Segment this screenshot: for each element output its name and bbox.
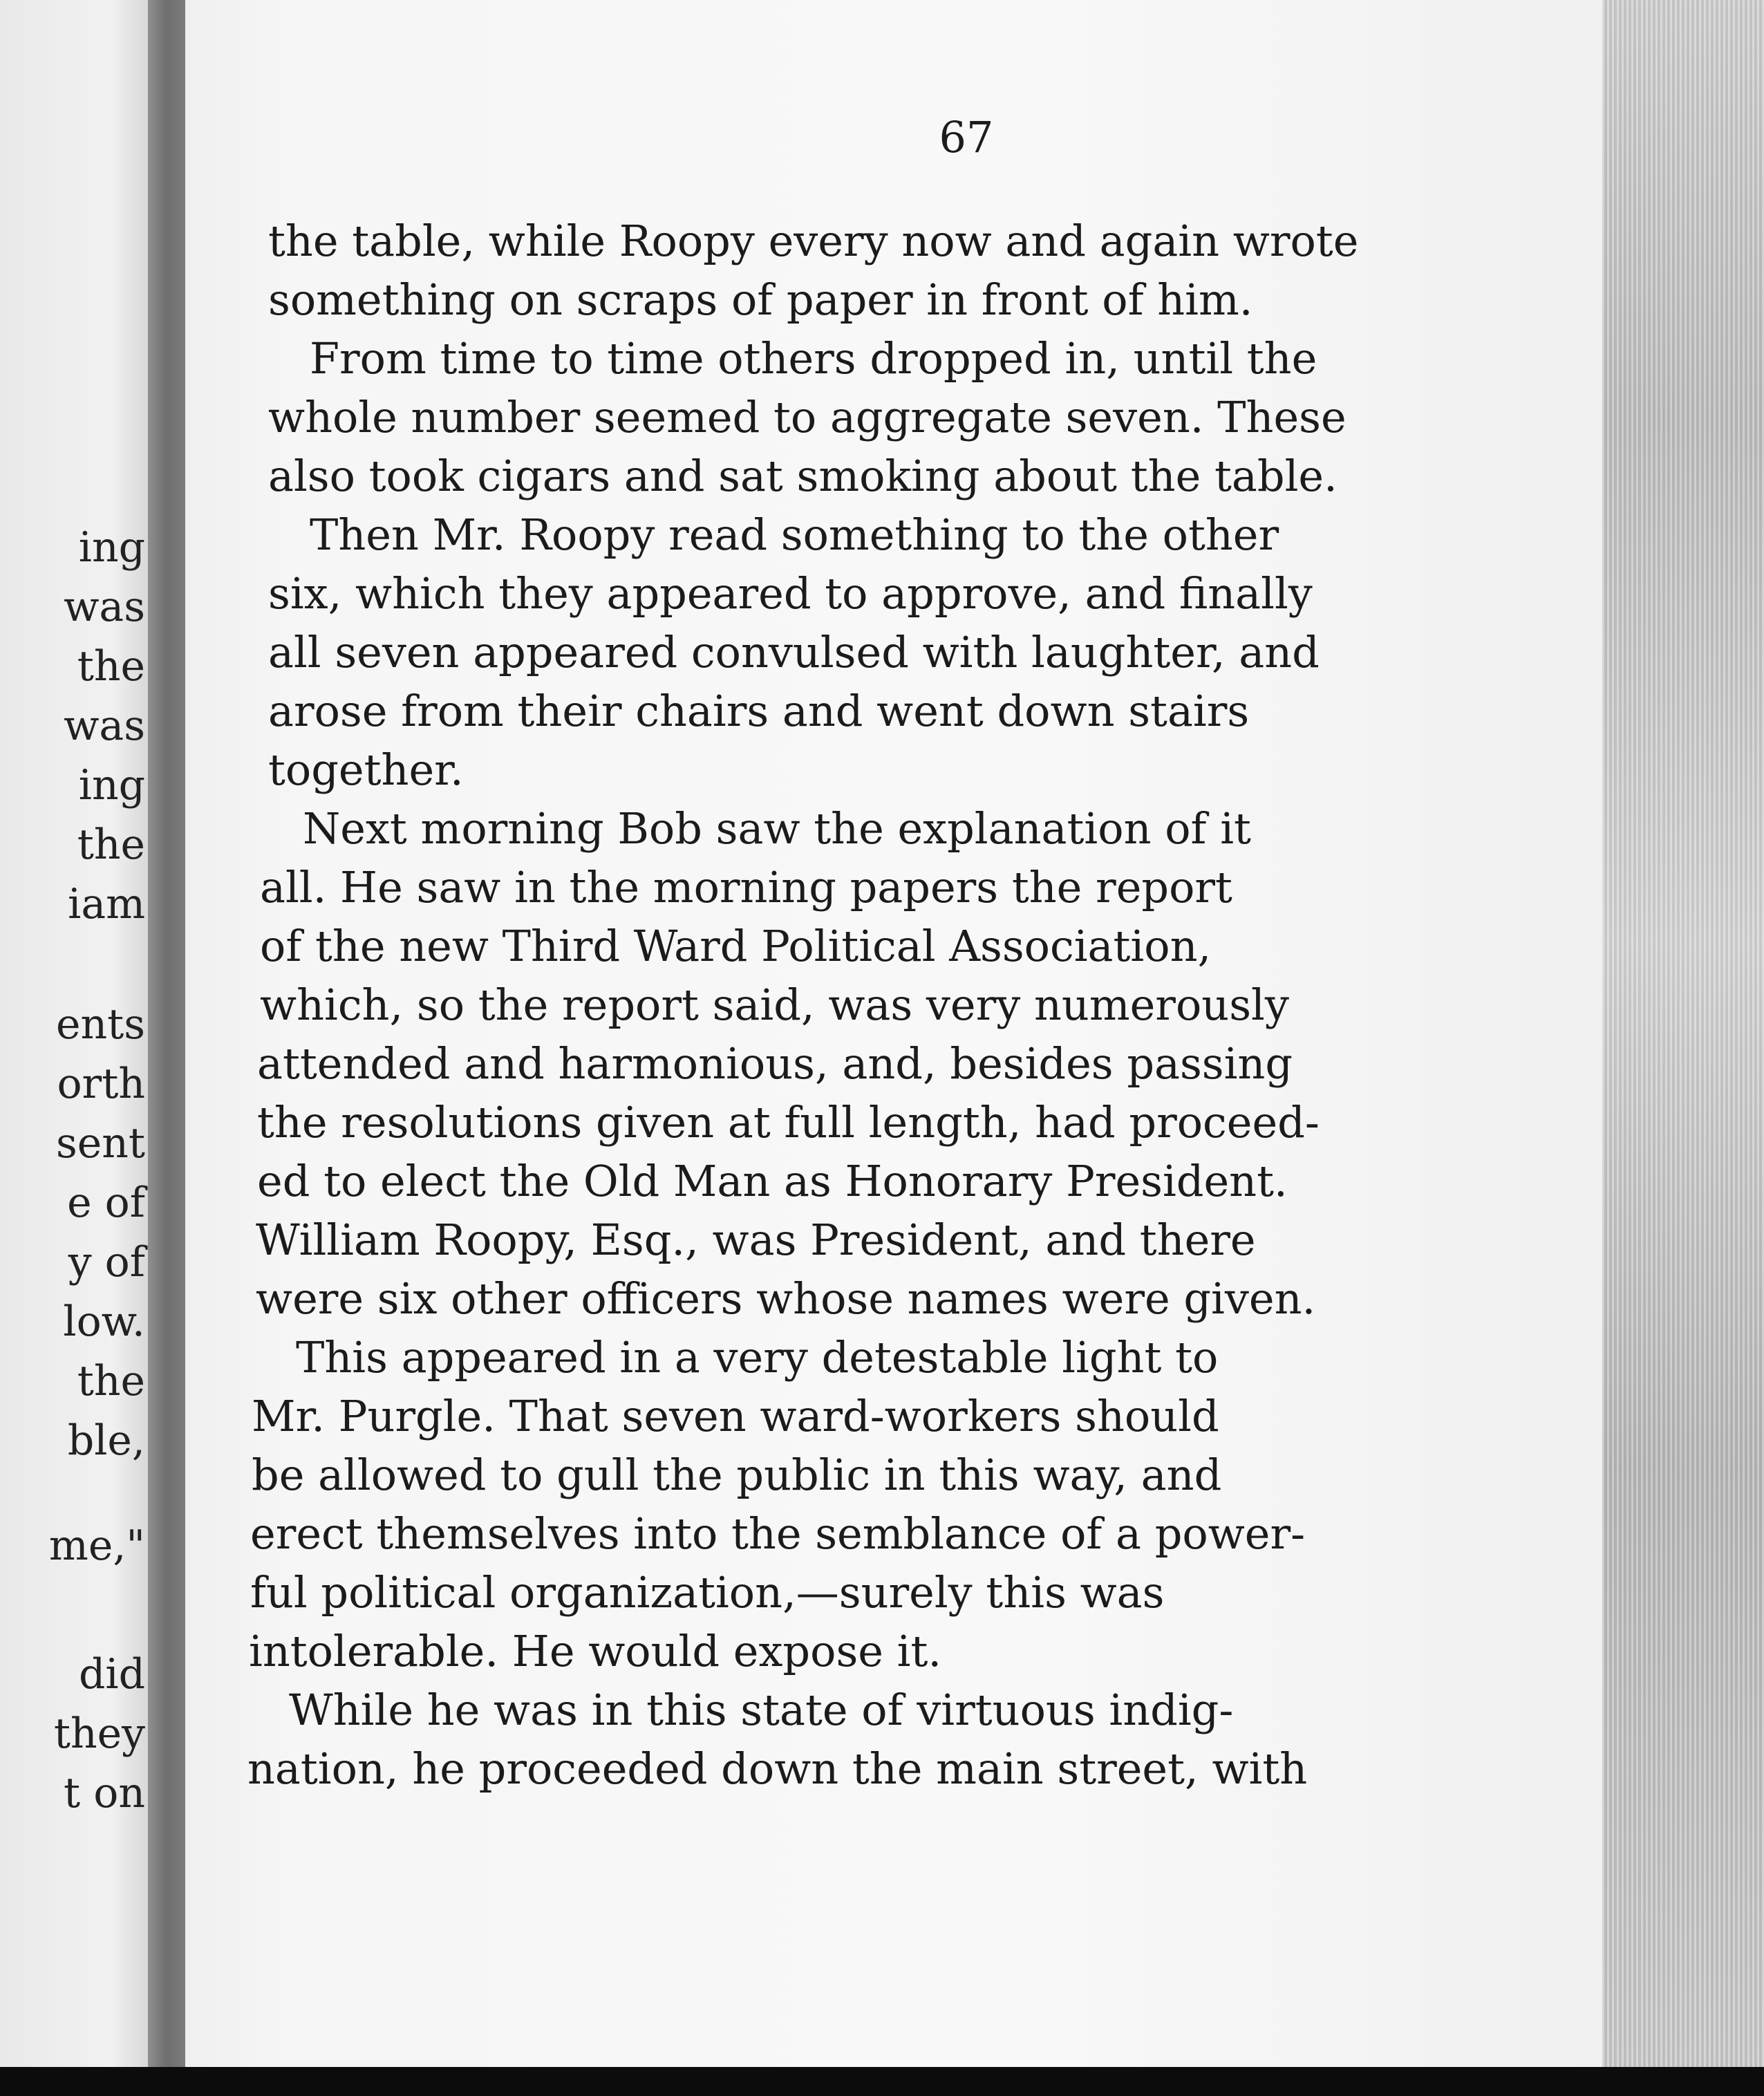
left-page (0, 0, 159, 2074)
text-line: intolerable. He would expose it. (249, 1626, 942, 1676)
text-line: nation, he proceeded down the main street, with (247, 1743, 1308, 1794)
text-line: While he was in this state of virtuous indig- (289, 1685, 1234, 1735)
text-line: ed to elect the Old Man as Honorary President. (257, 1156, 1288, 1206)
text-line: the table, while Roopy every now and again wrote (268, 216, 1359, 266)
left-page-line: iam (68, 880, 145, 928)
scanner-edge (0, 2067, 1764, 2096)
left-page-line: y of (68, 1238, 145, 1286)
left-page-line: e of (67, 1179, 145, 1227)
left-page-line: ents (55, 1000, 145, 1049)
left-page-line: was (64, 583, 145, 631)
left-page-line: the (77, 1357, 145, 1405)
text-line: all. He saw in the morning papers the report (260, 862, 1232, 913)
left-page-line: was (64, 702, 145, 750)
left-page-line: me," (48, 1522, 145, 1570)
text-line: the resolutions given at full length, had proceed- (257, 1097, 1320, 1148)
left-page-line: the (77, 642, 145, 691)
right-page (185, 0, 1609, 2095)
left-page-line: ing (78, 761, 145, 810)
text-line: Next morning Bob saw the explanation of it (303, 803, 1251, 854)
book-gutter (148, 0, 189, 2081)
left-page-line: ble, (67, 1416, 145, 1465)
left-page-line: they (53, 1710, 145, 1758)
page-edges (1602, 0, 1764, 2096)
text-line: erect themselves into the semblance of a power- (250, 1508, 1306, 1559)
text-line: arose from their chairs and went down stairs (268, 686, 1250, 736)
text-line: William Roopy, Esq., was President, and there (256, 1215, 1256, 1265)
text-line: which, so the report said, was very numerously (260, 980, 1289, 1030)
text-line: of the new Third Ward Political Association, (260, 921, 1212, 971)
left-page-line: ing (78, 523, 145, 572)
left-page-line: did (78, 1650, 145, 1699)
left-page-line: orth (57, 1060, 145, 1108)
text-line: Then Mr. Roopy read something to the other (310, 509, 1279, 560)
text-line: This appeared in a very detestable light to (296, 1332, 1219, 1383)
page-number: 67 (939, 112, 994, 162)
text-line: together. (268, 745, 464, 795)
text-line: all seven appeared convulsed with laughter, and (268, 627, 1320, 677)
text-line: also took cigars and sat smoking about the table. (268, 451, 1338, 501)
text-line: something on scraps of paper in front of him. (268, 274, 1253, 325)
text-line: attended and harmonious, and, besides passing (257, 1038, 1293, 1089)
text-line: ful political organization,—surely this was (250, 1567, 1165, 1618)
left-page-line: the (77, 821, 145, 869)
left-page-line: t on (64, 1769, 145, 1817)
text-line: six, which they appeared to approve, and finally (268, 568, 1313, 619)
text-line: whole number seemed to aggregate seven. These (268, 392, 1347, 442)
text-line: Mr. Purgle. That seven ward-workers should (252, 1391, 1219, 1441)
left-page-line: low. (63, 1298, 145, 1346)
text-line: From time to time others dropped in, until the (310, 333, 1317, 384)
text-line: be allowed to gull the public in this way, and (252, 1450, 1222, 1500)
left-page-line: sent (55, 1119, 145, 1168)
text-line: were six other officers whose names were given. (256, 1273, 1316, 1324)
